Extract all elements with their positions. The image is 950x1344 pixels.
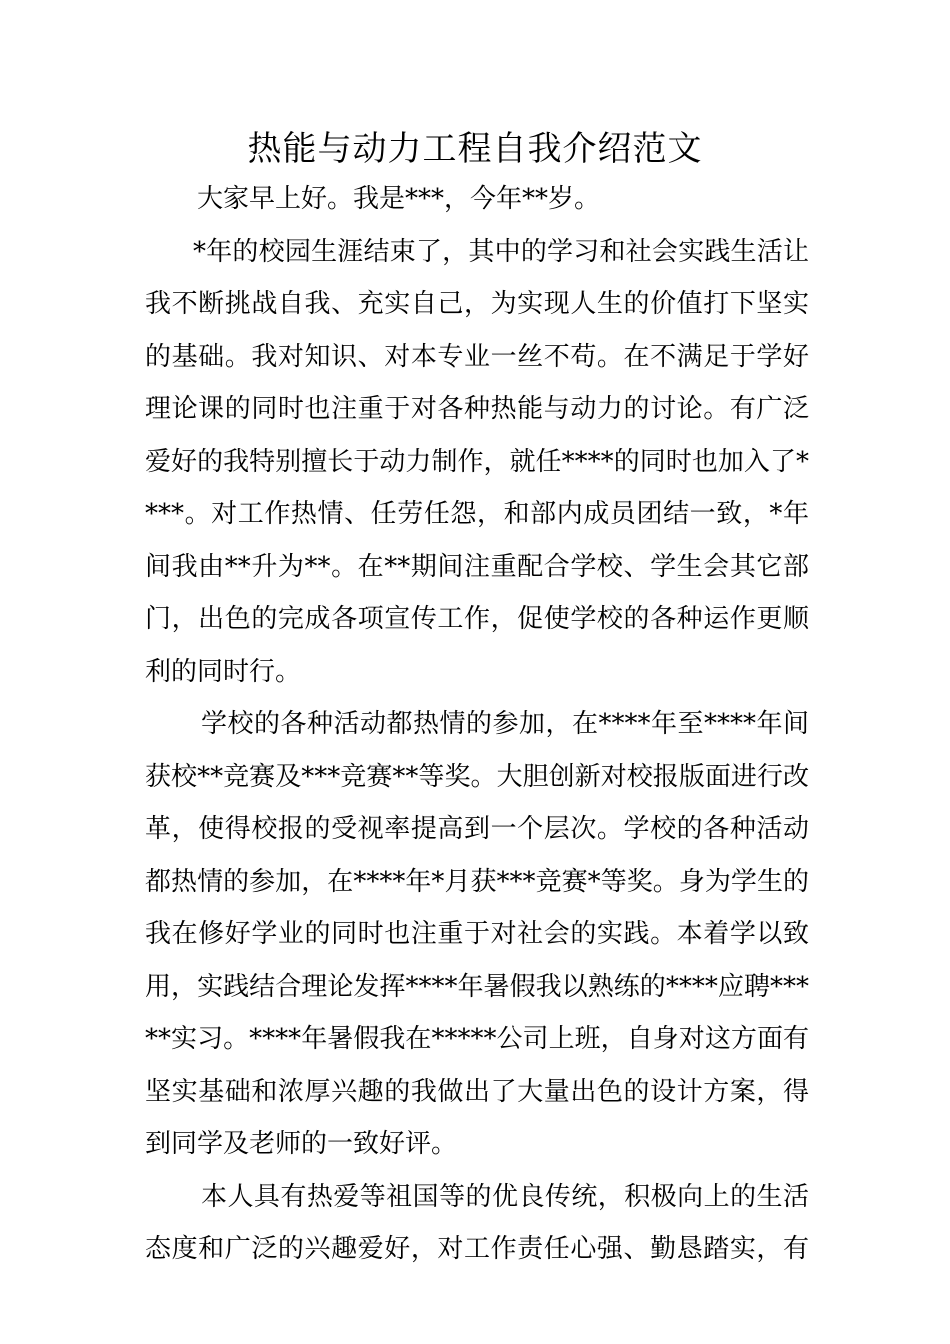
document-title: 热能与动力工程自我介绍范文 xyxy=(247,129,703,169)
paragraph-2-line-3: 革，使得校报的受视率提高到一个层次。学校的各种活动 xyxy=(145,814,809,844)
document-body xyxy=(145,173,809,1276)
paragraph-1-line-5: 爱好的我特别擅长于动力制作，就任****的同时也加入了* xyxy=(145,446,809,477)
paragraph-1-line-6: ***。对工作热情、任劳任怨，和部内成员团结一致，*年 xyxy=(145,499,809,529)
paragraph-2-line-4: 都热情的参加，在****年*月获***竞赛*等奖。身为学生的 xyxy=(145,866,809,897)
paragraph-1-line-4: 理论课的同时也注重于对各种热能与动力的讨论。有广泛 xyxy=(145,394,809,424)
paragraph-2-line-9: 到同学及老师的一致好评。 xyxy=(145,1129,458,1159)
paragraph-3-line-2: 态度和广泛的兴趣爱好，对工作责任心强、勤恳踏实，有 xyxy=(145,1234,809,1264)
paragraph-1-line-2: 我不断挑战自我、充实自己，为实现人生的价值打下坚实 xyxy=(145,289,809,319)
paragraph-2-line-7: **实习。****年暑假我在*****公司上班，自身对这方面有 xyxy=(145,1024,809,1054)
paragraph-1-line-1: *年的校园生涯结束了，其中的学习和社会实践生活让 xyxy=(193,236,809,267)
paragraph-2-line-2: 获校**竞赛及***竞赛**等奖。大胆创新对校报版面进行改 xyxy=(145,761,809,792)
paragraph-3-line-1: 本人具有热爱等祖国等的优良传统，积极向上的生活 xyxy=(201,1181,809,1212)
paragraph-2-line-8: 坚实基础和浓厚兴趣的我做出了大量出色的设计方案，得 xyxy=(145,1076,809,1107)
paragraph-2-line-6: 用，实践结合理论发挥****年暑假我以熟练的****应聘*** xyxy=(145,971,809,1002)
greeting-line: 大家早上好。我是***，今年**岁。 xyxy=(197,184,601,214)
paragraph-1-line-8: 门，出色的完成各项宣传工作，促使学校的各种运作更顺 xyxy=(145,604,809,634)
paragraph-1-line-7: 间我由**升为**。在**期间注重配合学校、学生会其它部 xyxy=(145,551,809,582)
paragraph-2-line-1: 学校的各种活动都热情的参加，在****年至****年间 xyxy=(201,709,809,739)
paragraph-1-line-3: 的基础。我对知识、对本专业一丝不苟。在不满足于学好 xyxy=(145,341,809,372)
paragraph-1-line-9: 利的同时行。 xyxy=(145,656,302,687)
paragraph-2-line-5: 我在修好学业的同时也注重于对社会的实践。本着学以致 xyxy=(145,919,809,949)
